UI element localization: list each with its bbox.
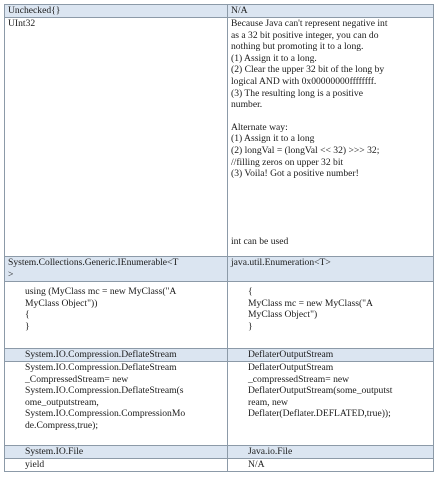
code-line: MyClass mc = new MyClass("A [248,297,373,309]
comparison-table [4,4,434,472]
table-row [5,362,434,446]
cell-text: logical AND with 0x00000000ffffffff. [231,75,377,87]
cell-text: N/A [248,459,265,470]
cell-text: (1) Assign it to a long. [231,52,317,64]
code-line: _CompressedStream= new [25,373,129,385]
table-cell [5,282,228,349]
cell-text: System.Collections.Generic.IEnumerable<T [8,257,179,268]
table-row [5,459,434,472]
table-row [5,257,434,282]
cell-text: Alternate way: [231,121,288,133]
table-row [5,18,434,257]
table-cell [5,446,228,459]
cell-text: number. [231,99,263,111]
cell-text: (2) longVal = (longVal << 32) >>> 32; [231,144,380,156]
code-line: { [25,309,30,321]
table-cell [5,5,228,18]
table-cell [5,257,228,282]
cell-text: Unchecked{} [8,5,61,16]
table-cell [5,18,228,257]
code-line: Deflater(Deflater.DEFLATED,true)); [248,408,391,420]
code-line: DeflaterOutputStream [248,362,334,373]
cell-text: //filling zeros on upper 32 bit [231,156,344,168]
cell-text: (3) The resulting long is a positive [231,87,363,99]
cell-text: Because Java can't represent negative int [231,18,388,29]
table-cell [228,257,434,282]
code-line: { [248,286,253,297]
cell-text: UInt32 [8,18,36,29]
table-cell [5,349,228,362]
code-line: de.Compress,true); [25,419,99,431]
table-cell [228,349,434,362]
cell-text: System.IO.Compression.DeflateStream [25,349,177,360]
cell-text: N/A [231,5,248,16]
cell-text: int can be used [231,235,289,247]
cell-text: Java.io.File [248,446,293,457]
code-line: using (MyClass mc = new MyClass("A [25,286,177,297]
cell-text: System.IO.File [25,446,84,457]
table-row [5,282,434,349]
cell-text: yield [25,459,45,470]
cell-text: as a 32 bit positive integer, you can do [231,29,379,41]
code-line: ream, new [248,396,288,408]
cell-text: (2) Clear the upper 32 bit of the long by [231,64,385,76]
cell-text: (1) Assign it to a long [231,133,315,145]
code-line: System.IO.Compression.CompressionMo [25,408,186,420]
cell-text: DeflaterOutputStream [248,349,334,360]
code-line: ome_outputstream, [25,396,99,408]
cell-text: nothing but promoting it to a long. [231,41,364,53]
table-cell [228,282,434,349]
table-cell [5,362,228,446]
code-line: System.IO.Compression.DeflateStream [25,362,177,373]
table-cell [228,446,434,459]
cell-text: > [8,268,14,280]
code-line: } [248,320,253,332]
document [4,4,433,472]
table-row [5,5,434,18]
code-line: _compressedStream= new [248,373,350,385]
code-line: System.IO.Compression.DeflateStream(s [25,385,184,397]
table-cell [5,459,228,472]
cell-text: java.util.Enumeration<T> [231,257,331,268]
cell-text: (3) Voila! Got a positive number! [231,168,359,180]
code-line: DeflaterOutputStream(some_outputst [248,385,393,397]
code-line: } [25,320,30,332]
table-cell [228,18,434,257]
table-row [5,349,434,362]
code-line: MyClass Object")) [25,297,98,309]
table-cell [228,5,434,18]
table-row [5,446,434,459]
code-line: MyClass Object") [248,309,318,321]
table-cell [228,362,434,446]
table-cell [228,459,434,472]
